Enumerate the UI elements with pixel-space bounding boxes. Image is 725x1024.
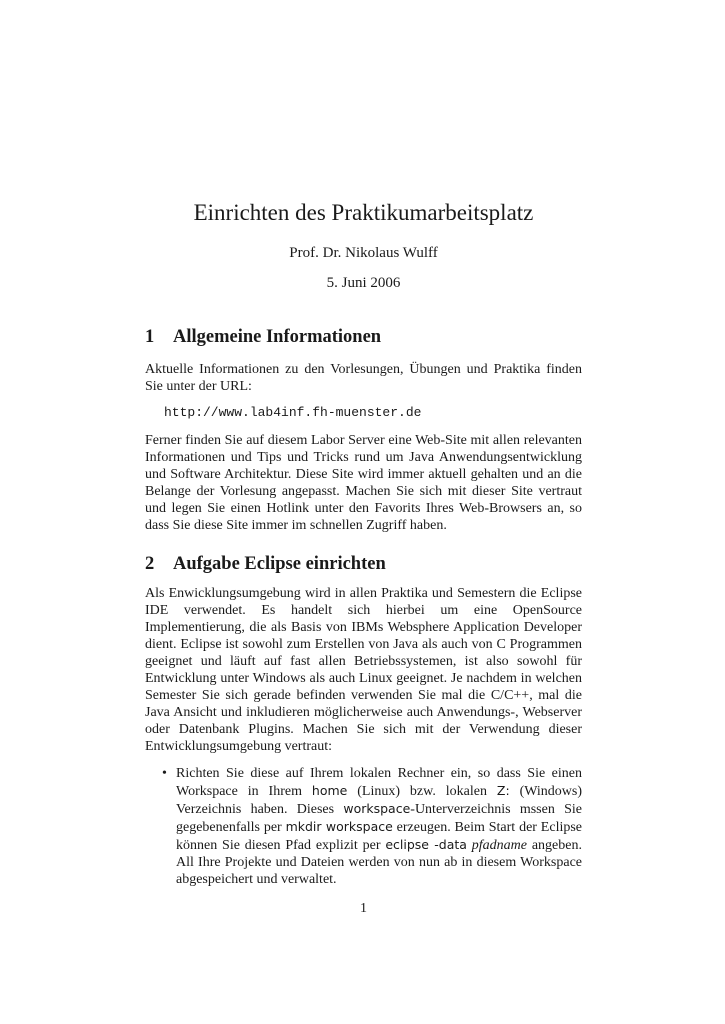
section-title: Aufgabe Eclipse einrichten xyxy=(173,554,386,574)
section-1-body: Ferner finden Sie auf diesem Labor Server eine Web-Site mit allen relevanten Informationen und Tips und Tricks rund um Java Anwendungsentwicklung und Software Architektur. Diese Site wird immer aktuell gehalten und an die Belange der Vorlesung angepasst. Machen Sie sich mit dieser Site vertraut und legen Sie einen Hotlink unter den Favorits Ihres Web-Browsers an, so dass Sie diese Site immer im schnellen Zugriff haben. xyxy=(145,433,582,533)
section-title: Allgemeine Informationen xyxy=(173,327,382,347)
document-author: Prof. Dr. Nikolaus Wulff xyxy=(289,245,438,261)
text-run: (Windows) Verzeichnis haben. Dieses xyxy=(176,784,582,817)
document-date: 5. Juni 2006 xyxy=(326,275,401,291)
document-title: Einrichten des Praktikumarbeitsplatz xyxy=(193,200,534,225)
code-home: home xyxy=(311,783,348,798)
lab-url-link[interactable]: http://www.lab4inf.fh-muenster.de xyxy=(164,405,422,420)
bullet-icon: • xyxy=(162,766,167,781)
code-mkdir: mkdir workspace xyxy=(285,819,393,834)
text-run: erzeugen. Beim Start der Eclipse können Sie diesen Pfad explizit per xyxy=(176,820,583,853)
text-run: angeben. All Ihre Projekte und Dateien werden von nun ab in diesem Workspace abgespeichert und verwaltet. xyxy=(176,838,582,887)
code-drive-z: Z: xyxy=(496,783,510,798)
section-2-body: Als Enwicklungsumgebung wird in allen Praktika und Semestern die Eclipse IDE verwendet. Es handelt sich hierbei um eine OpenSource Implementierung, die als Basis von IBMs Websphere Application Developer dient. Eclipse ist sowohl zum Erstellen von Java als auch von C Programmen geeignet und läuft auf fast allen Betriebssystemen, ist also sowohl für Entwicklung unter Windows als auch Linux geeignet. Je nachdem in welchen Semester Sie sich gerade befinden verwenden Sie mal die C/C++, mal die Java Ansicht und inkludieren möglicherweise auch Anwendungs-, Webserver oder Datenbank Plugins. Machen Sie sich mit der Verwendung dieser Entwicklungsumgebung vertraut: xyxy=(145,586,582,754)
section-number: 2 xyxy=(145,554,155,574)
text-run: Richten Sie diese auf Ihrem lokalen Rechner ein, so dass Sie einen Workspace in Ihrem xyxy=(176,766,582,799)
section-heading-2 xyxy=(145,552,582,576)
page-number: 1 xyxy=(360,901,367,916)
emphasis-pfadname: pfadname xyxy=(471,838,528,853)
text-run: -Unterverzeichnis mssen Sie gegebenenfalls per xyxy=(176,802,582,835)
bullet-text xyxy=(176,765,582,888)
section-1-intro: Aktuelle Informationen zu den Vorlesungen, Übungen und Praktika finden Sie unter der URL: xyxy=(145,362,582,394)
code-eclipse-data: eclipse -data xyxy=(385,837,467,852)
section-number: 1 xyxy=(145,327,155,347)
code-workspace: workspace xyxy=(343,801,411,816)
section-heading-1 xyxy=(145,325,582,349)
text-run: (Linux) bzw. lokalen xyxy=(347,784,497,799)
